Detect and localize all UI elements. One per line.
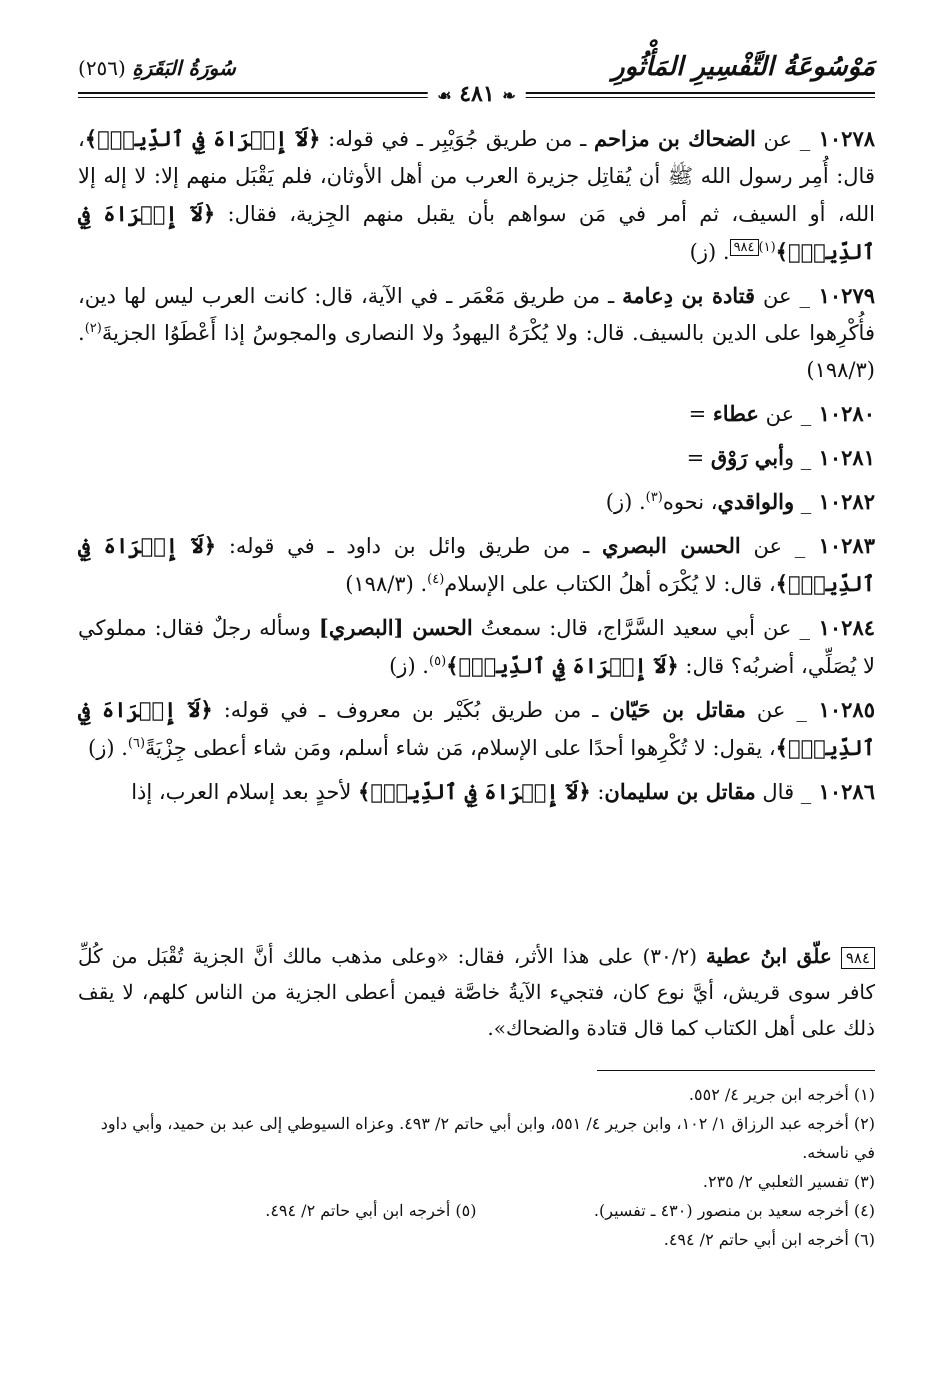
- narration-text: _ عن الحسن البصري ـ من طريق وائل بن داود ـ في قوله: ﴿لَآ إِكۡرَاهَ فِي ٱلدِّينِۖ﴾، قال: لا يُكْرَه أهلُ الكتاب على الإسلام$^{(٤)}$. (١٩٨/٣): [78, 533, 875, 596]
- main-text: [78, 120, 875, 817]
- narration-number: ١٠٢٨١: [811, 445, 875, 470]
- narration-number: ١٠٢٧٨: [810, 126, 876, 151]
- page-number-value: ٤٨١: [459, 81, 495, 107]
- footnote: (١) أخرجه ابن جرير ٤/ ٥٥٢.: [688, 1085, 875, 1104]
- narration-text: _ وأبي رَوْق =: [686, 445, 812, 470]
- narration-text: _ عن قتادة بن دِعامة ـ من طريق مَعْمَر ـ في الآية، قال: كانت العرب ليس لها دين، فأُكْرِهوا على الدين بالسيف. قال: ولا يُكْرَهُ اليهودُ ولا النصارى والمجوسُ إذا أَعْطَوُا الجزيةَ$^{(٢)}$. (١٩٨/٣): [78, 283, 875, 382]
- narration-number: ١٠٢٧٩: [810, 283, 876, 308]
- footnote: (٣) تفسير الثعلبي ٢/ ٢٣٥.: [702, 1172, 875, 1191]
- narration-text: _ عن الضحاك بن مزاحم ـ من طريق جُوَيْبِر ـ في قوله: ﴿لَآ إِكۡرَاهَ فِي ٱلدِّينِۖ﴾، قال: أُمِر رسول الله ﷺ أن يُقاتِل جزيرة العرب من أهل الأوثان، فلم يَقْبَل منهم إلا: لا إله إلا الله، أو السيف، ثم أمر في مَن سواهم بأن يقبل منهم الجِزية، فقال: ﴿لَآ إِكۡرَاهَ فِي ٱلدِّينِۖ﴾$^{(١)}$٩٨٤. (ز): [78, 126, 875, 264]
- narration-text: _ عن عطاء =: [688, 401, 812, 426]
- narration-paragraph: [78, 773, 875, 811]
- footnotes: [78, 1080, 875, 1254]
- narration-number: ١٠٢٨٣: [805, 533, 875, 558]
- footnote: (٢) أخرجه عبد الرزاق ١/ ١٠٢، وابن جرير ٤/ ٥٥١، وابن أبي حاتم ٢/ ٤٩٣. وعزاه السيوطي إلى عبد بن حميد، وأبي داود في ناسخه.: [100, 1114, 875, 1162]
- book-title: مَوْسُوعَةُ التَّفْسِيرِ المَأْثُورِ: [612, 52, 875, 82]
- narration-number: ١٠٢٨٠: [811, 401, 875, 426]
- narration-paragraph: [78, 527, 875, 603]
- narration-number: ١٠٢٨٤: [809, 615, 876, 640]
- narration-paragraph: [78, 395, 875, 433]
- ornament-icon: ☙: [437, 86, 452, 105]
- narration-paragraph: [78, 439, 875, 477]
- narration-text: _ عن مقاتل بن حَيّان ـ من طريق بُكَيْر بن معروف ـ في قوله: ﴿لَآ إِكۡرَاهَ فِي ٱلدِّينِۖ﴾، يقول: لا تُكْرِهوا أحدًا على الإسلام، مَن شاء أسلم، ومَن شاء أعطى جِزْيَةً$^{(٦)}$. (ز): [78, 697, 875, 760]
- note-text: علّق ابنُ عطية (٣٠/٢) على هذا الأثر، فقال: «وعلى مذهب مالك أنَّ الجزية تُقْبَل من كُلِّ كافر سوى قريش، أيَّ نوع كان، فتجيء الآيةُ خاصَّة فيمن أعطى الجزية من الناس كلهم، لا يقف ذلك على أهل الكتاب كما قال قتادة والضحاك».: [78, 944, 875, 1040]
- surah-ayah-ref: (٢٥٦): [78, 56, 126, 80]
- narration-paragraph: [78, 691, 875, 767]
- footnote: (٤) أخرجه سعيد بن منصور (٤٣٠ ـ تفسير).: [593, 1201, 875, 1220]
- footnote: (٥) أخرجه ابن أبي حاتم ٢/ ٤٩٤.: [265, 1201, 477, 1220]
- ornament-icon: ❧: [502, 86, 516, 105]
- footnote-row: [78, 1196, 875, 1225]
- narration-number: ١٠٢٨٢: [811, 489, 875, 514]
- narration-text: _ عن أبي سعيد السَّرَّاج، قال: سمعتُ الحسن [البصري] وسأله رجلٌ فقال: مملوكي لا يُصَلِّي، أضربُه؟ قال: ﴿لَآ إِكۡرَاهَ فِي ٱلدِّينِۖ﴾$^{(٥)}$. (ز): [78, 615, 875, 678]
- narration-text: _ والواقدي، نحوه$^{(٣)}$. (ز): [605, 489, 812, 514]
- book-page: [78, 48, 875, 1348]
- narration-number: ١٠٢٨٥: [806, 697, 875, 722]
- narration-paragraph: [78, 277, 875, 389]
- narration-paragraph: [78, 609, 875, 685]
- surah-label: [78, 56, 236, 80]
- footnote-rule: [597, 1070, 875, 1071]
- footnote: (٦) أخرجه ابن أبي حاتم ٢/ ٤٩٤.: [663, 1230, 875, 1249]
- narration-paragraph: [78, 483, 875, 521]
- page-number: [427, 81, 526, 107]
- surah-name: سُورَةُ البَقَرَةِ: [132, 56, 236, 80]
- commentary-note: [78, 938, 875, 1046]
- narration-number: ١٠٢٨٦: [811, 779, 875, 804]
- note-box-number: ٩٨٤: [841, 947, 875, 969]
- page-header: [78, 48, 875, 107]
- narration-text: _ قال مقاتل بن سليمان: ﴿لَآ إِكۡرَاهَ فِي ٱلدِّينِۖ﴾ لأحدٍ بعد إسلام العرب، إذا: [131, 779, 812, 804]
- narration-paragraph: [78, 120, 875, 271]
